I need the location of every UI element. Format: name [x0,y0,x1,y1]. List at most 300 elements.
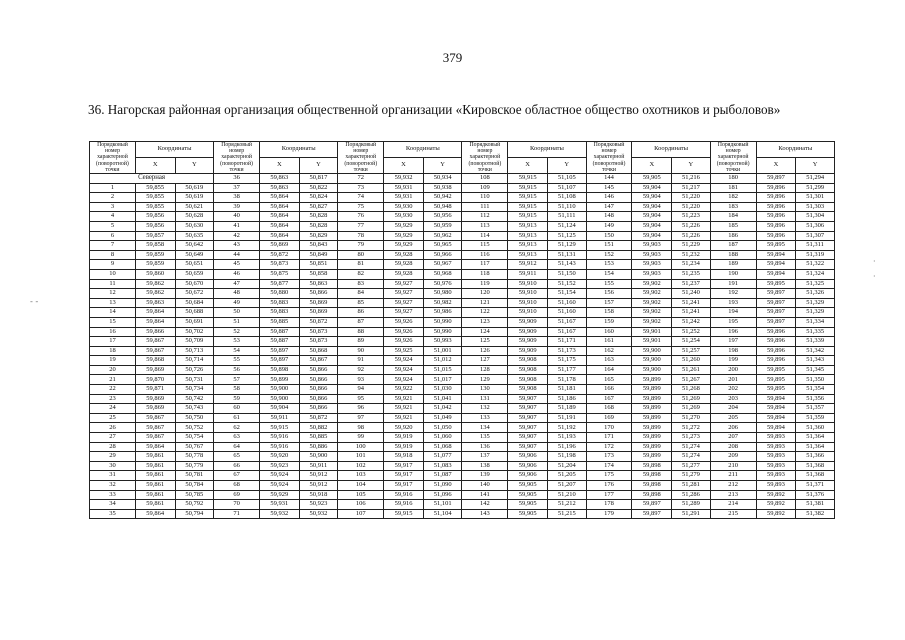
y-cell: 51,193 [547,433,586,443]
y-cell: 51,269 [672,394,711,404]
y-cell: 51,254 [672,337,711,347]
point-number-cell: 62 [214,423,260,433]
y-cell: 51,343 [796,356,835,366]
x-cell: 59,892 [756,500,796,510]
header-x: X [508,158,548,174]
table-row [90,356,835,366]
x-cell: 59,922 [384,385,424,395]
point-number-cell: 24 [90,404,136,414]
y-cell: 50,726 [175,365,214,375]
x-cell: 59,870 [135,375,175,385]
y-cell: 51,350 [796,375,835,385]
y-cell: 51,129 [547,241,586,251]
y-cell: 51,368 [796,461,835,471]
x-cell: 59,913 [508,221,548,231]
y-cell: 51,189 [547,404,586,414]
point-number-cell: 110 [462,193,508,203]
point-number-cell: 21 [90,375,136,385]
table-row [90,490,835,500]
x-cell: 59,904 [632,221,672,231]
x-cell: 59,918 [384,452,424,462]
y-cell: 51,329 [796,308,835,318]
section-heading: 36. Нагорская районная организация общественной организации «Кировское областное общество охотников и рыболовов» [88,102,781,117]
point-number-cell: 179 [586,509,632,519]
x-cell: 59,916 [260,433,300,443]
x-cell: 59,915 [508,183,548,193]
point-number-cell: 123 [462,317,508,327]
table-row [90,317,835,327]
x-cell: 59,862 [135,289,175,299]
x-cell: 59,875 [260,269,300,279]
point-number-cell: 133 [462,413,508,423]
x-cell: 59,867 [135,433,175,443]
header-point-number: Порядковый номер характерной (поворотной) точки [214,142,260,174]
y-cell: 51,382 [796,509,835,519]
x-cell: 59,919 [384,442,424,452]
y-cell: 50,934 [423,174,462,184]
point-number-cell: 186 [710,231,756,241]
y-cell: 50,691 [175,317,214,327]
table-row [90,174,835,184]
x-cell: 59,895 [756,365,796,375]
point-number-cell: 169 [586,413,632,423]
point-number-cell: 73 [338,183,384,193]
point-number-cell: 198 [710,346,756,356]
table-row [90,183,835,193]
x-cell: 59,905 [508,490,548,500]
table-row [90,193,835,203]
x-cell: 59,900 [632,346,672,356]
point-number-cell: 134 [462,423,508,433]
x-cell: 59,905 [508,481,548,491]
point-number-cell: 3 [90,202,136,212]
x-cell: 59,863 [260,174,300,184]
y-cell: 51,366 [796,452,835,462]
point-number-cell: 157 [586,298,632,308]
y-cell: 50,912 [299,481,338,491]
y-cell: 50,628 [175,212,214,222]
y-cell: 50,886 [299,442,338,452]
x-cell: 59,894 [756,250,796,260]
x-cell: 59,887 [260,327,300,337]
table-row [90,269,835,279]
header-y: Y [796,158,835,174]
x-cell: 59,893 [756,442,796,452]
y-cell: 51,042 [423,404,462,414]
page-number: 379 [442,50,463,65]
y-cell: 50,990 [423,317,462,327]
header-row [90,142,835,158]
y-cell: 50,858 [299,269,338,279]
point-number-cell: 156 [586,289,632,299]
point-number-cell: 90 [338,346,384,356]
y-cell: 50,873 [299,337,338,347]
point-number-cell: 60 [214,404,260,414]
point-number-cell: 44 [214,250,260,260]
y-cell: 51,371 [796,481,835,491]
y-cell: 51,205 [547,471,586,481]
x-cell: 59,907 [508,423,548,433]
table-row [90,308,835,318]
x-cell: 59,923 [260,461,300,471]
point-number-cell: 56 [214,365,260,375]
x-cell: 59,907 [508,404,548,414]
y-cell: 51,281 [672,481,711,491]
x-cell: 59,897 [756,174,796,184]
x-cell: 59,926 [384,337,424,347]
x-cell: 59,917 [384,481,424,491]
x-cell: 59,871 [135,385,175,395]
table-row [90,279,835,289]
point-number-cell: 165 [586,375,632,385]
x-cell: 59,872 [260,250,300,260]
y-cell: 50,649 [175,250,214,260]
y-cell: 51,216 [672,174,711,184]
x-cell: 59,904 [632,183,672,193]
point-number-cell: 94 [338,385,384,395]
point-number-cell: 61 [214,413,260,423]
y-cell: 51,178 [547,375,586,385]
y-cell: 50,956 [423,212,462,222]
point-number-cell: 22 [90,385,136,395]
point-number-cell: 83 [338,279,384,289]
y-cell: 50,778 [175,452,214,462]
y-cell: 51,090 [423,481,462,491]
point-number-cell: 55 [214,356,260,366]
x-cell: 59,864 [260,193,300,203]
y-cell: 50,869 [299,298,338,308]
point-number-cell: 113 [462,221,508,231]
x-cell: 59,904 [632,193,672,203]
x-cell: 59,861 [135,471,175,481]
y-cell: 51,124 [547,221,586,231]
margin-mark-right-mid: · [873,272,876,281]
point-number-cell: 53 [214,337,260,347]
point-number-cell: 202 [710,385,756,395]
x-cell: 59,864 [260,221,300,231]
point-number-cell: 26 [90,423,136,433]
x-cell: 59,930 [384,212,424,222]
y-cell: 51,212 [547,500,586,510]
point-number-cell: 19 [90,356,136,366]
y-cell: 51,273 [672,433,711,443]
point-number-cell: 126 [462,346,508,356]
y-cell: 50,684 [175,298,214,308]
y-cell: 50,642 [175,241,214,251]
y-cell: 50,990 [423,327,462,337]
point-number-cell: 205 [710,413,756,423]
point-number-cell: 124 [462,327,508,337]
point-number-cell: 91 [338,356,384,366]
y-cell: 51,229 [672,241,711,251]
point-number-cell: 81 [338,260,384,270]
point-number-cell: 40 [214,212,260,222]
x-cell: 59,895 [756,375,796,385]
point-number-cell: 199 [710,356,756,366]
x-cell: 59,931 [384,193,424,203]
point-number-cell: 5 [90,221,136,231]
x-cell: 59,902 [632,279,672,289]
x-cell: 59,909 [508,337,548,347]
point-number-cell: 152 [586,250,632,260]
point-number-cell: 99 [338,433,384,443]
point-number-cell: 149 [586,221,632,231]
y-cell: 51,368 [796,471,835,481]
x-cell: 59,929 [260,490,300,500]
y-cell: 51,260 [672,356,711,366]
x-cell: 59,915 [508,202,548,212]
y-cell: 51,017 [423,375,462,385]
y-cell: 51,364 [796,442,835,452]
y-cell: 51,319 [796,250,835,260]
y-cell: 51,198 [547,452,586,462]
x-cell: 59,907 [508,394,548,404]
point-number-cell: 138 [462,461,508,471]
table-row [90,298,835,308]
y-cell: 50,794 [175,509,214,519]
y-cell: 50,619 [175,183,214,193]
point-number-cell: 206 [710,423,756,433]
y-cell: 50,785 [175,490,214,500]
x-cell: 59,896 [756,193,796,203]
point-number-cell: 163 [586,356,632,366]
x-cell: 59,869 [135,404,175,414]
point-number-cell: 34 [90,500,136,510]
point-number-cell: 68 [214,481,260,491]
y-cell: 51,235 [672,269,711,279]
y-cell: 51,329 [796,298,835,308]
x-cell: 59,864 [135,509,175,519]
y-cell: 51,345 [796,365,835,375]
point-number-cell: 78 [338,231,384,241]
x-cell: 59,897 [260,356,300,366]
point-number-cell: 159 [586,317,632,327]
y-cell: 51,217 [672,183,711,193]
x-cell: 59,895 [756,279,796,289]
header-point-number: Порядковый номер характерной (поворотной) точки [338,142,384,174]
y-cell: 51,342 [796,346,835,356]
point-number-cell: 122 [462,308,508,318]
point-number-cell: 177 [586,490,632,500]
point-number-cell: 116 [462,250,508,260]
x-cell: 59,896 [756,346,796,356]
x-cell: 59,907 [508,433,548,443]
point-number-cell: 178 [586,500,632,510]
header-y: Y [175,158,214,174]
x-cell: 59,911 [260,413,300,423]
x-cell: 59,899 [632,375,672,385]
point-number-cell: 201 [710,375,756,385]
y-cell: 50,967 [423,260,462,270]
x-cell: 59,909 [508,327,548,337]
point-number-cell: 80 [338,250,384,260]
x-cell: 59,929 [384,241,424,251]
y-cell: 51,334 [796,317,835,327]
point-number-cell: 102 [338,461,384,471]
point-number-cell: 9 [90,260,136,270]
x-cell: 59,869 [260,241,300,251]
point-number-cell: 64 [214,442,260,452]
x-cell: 59,916 [384,500,424,510]
x-cell: 59,864 [135,308,175,318]
point-number-cell: 173 [586,452,632,462]
table-row [90,433,835,443]
point-number-cell: 170 [586,423,632,433]
point-number-cell: 98 [338,423,384,433]
y-cell: 51,324 [796,269,835,279]
point-number-cell: 27 [90,433,136,443]
point-number-cell: 107 [338,509,384,519]
y-cell: 50,942 [423,193,462,203]
x-cell: 59,898 [632,490,672,500]
y-cell: 51,301 [796,193,835,203]
y-cell: 51,234 [672,260,711,270]
point-number-cell: 193 [710,298,756,308]
y-cell: 50,866 [299,289,338,299]
x-cell: 59,894 [756,404,796,414]
header-coordinates: Координаты [384,142,462,158]
x-cell: 59,913 [508,250,548,260]
point-number-cell: 200 [710,365,756,375]
x-cell: 59,893 [756,452,796,462]
x-cell: 59,931 [384,183,424,193]
x-cell: 59,906 [508,471,548,481]
table-row [90,461,835,471]
point-number-cell: 187 [710,241,756,251]
x-cell: 59,904 [260,404,300,414]
x-cell: 59,902 [632,289,672,299]
y-cell: 51,104 [423,509,462,519]
point-number-cell: 76 [338,212,384,222]
point-number-cell: 111 [462,202,508,212]
point-number-cell: 29 [90,452,136,462]
point-number-cell: 49 [214,298,260,308]
point-number-cell: 158 [586,308,632,318]
point-number-cell: 88 [338,327,384,337]
x-cell: 59,864 [135,442,175,452]
point-number-cell: 104 [338,481,384,491]
x-cell: 59,912 [508,260,548,270]
point-number-cell: 131 [462,394,508,404]
x-cell: 59,856 [135,212,175,222]
point-number-cell: 164 [586,365,632,375]
y-cell: 51,223 [672,212,711,222]
y-cell: 50,829 [299,231,338,241]
table-row [90,385,835,395]
x-cell: 59,873 [260,260,300,270]
header-x: X [135,158,175,174]
point-number-cell: 89 [338,337,384,347]
point-number-cell: 101 [338,452,384,462]
y-cell: 50,670 [175,279,214,289]
x-cell: 59,868 [135,356,175,366]
group-label-cell: Северная [90,174,214,184]
x-cell: 59,856 [135,221,175,231]
y-cell: 51,041 [423,394,462,404]
point-number-cell: 143 [462,509,508,519]
x-cell: 59,917 [384,461,424,471]
header-coordinates: Координаты [260,142,338,158]
point-number-cell: 117 [462,260,508,270]
y-cell: 51,077 [423,452,462,462]
y-cell: 50,968 [423,269,462,279]
y-cell: 51,096 [423,490,462,500]
point-number-cell: 75 [338,202,384,212]
point-number-cell: 118 [462,269,508,279]
x-cell: 59,924 [260,471,300,481]
point-number-cell: 212 [710,481,756,491]
y-cell: 51,192 [547,423,586,433]
x-cell: 59,929 [384,221,424,231]
y-cell: 50,702 [175,327,214,337]
x-cell: 59,869 [135,365,175,375]
point-number-cell: 128 [462,365,508,375]
header-coordinates: Координаты [135,142,213,158]
point-number-cell: 197 [710,337,756,347]
point-number-cell: 23 [90,394,136,404]
point-number-cell: 67 [214,471,260,481]
point-number-cell: 86 [338,308,384,318]
x-cell: 59,906 [508,461,548,471]
y-cell: 50,817 [299,174,338,184]
y-cell: 51,167 [547,317,586,327]
x-cell: 59,892 [756,509,796,519]
x-cell: 59,904 [632,212,672,222]
point-number-cell: 50 [214,308,260,318]
x-cell: 59,896 [756,221,796,231]
point-number-cell: 4 [90,212,136,222]
y-cell: 51,291 [672,509,711,519]
point-number-cell: 140 [462,481,508,491]
x-cell: 59,897 [756,317,796,327]
point-number-cell: 2 [90,193,136,203]
y-cell: 50,672 [175,289,214,299]
x-cell: 59,908 [508,375,548,385]
y-cell: 51,274 [672,452,711,462]
point-number-cell: 8 [90,250,136,260]
header-y: Y [423,158,462,174]
x-cell: 59,861 [135,461,175,471]
point-number-cell: 127 [462,356,508,366]
point-number-cell: 77 [338,221,384,231]
point-number-cell: 35 [90,509,136,519]
x-cell: 59,899 [632,423,672,433]
y-cell: 51,181 [547,385,586,395]
table-row [90,202,835,212]
x-cell: 59,894 [756,423,796,433]
x-cell: 59,925 [384,346,424,356]
header-x: X [632,158,672,174]
x-cell: 59,913 [508,241,548,251]
y-cell: 50,843 [299,241,338,251]
point-number-cell: 82 [338,269,384,279]
point-number-cell: 175 [586,471,632,481]
x-cell: 59,858 [135,241,175,251]
y-cell: 50,784 [175,481,214,491]
y-cell: 50,734 [175,385,214,395]
x-cell: 59,899 [632,442,672,452]
point-number-cell: 87 [338,317,384,327]
point-number-cell: 37 [214,183,260,193]
x-cell: 59,897 [756,289,796,299]
y-cell: 50,767 [175,442,214,452]
x-cell: 59,903 [632,241,672,251]
x-cell: 59,905 [508,500,548,510]
y-cell: 50,742 [175,394,214,404]
point-number-cell: 106 [338,500,384,510]
point-number-cell: 125 [462,337,508,347]
x-cell: 59,920 [260,452,300,462]
